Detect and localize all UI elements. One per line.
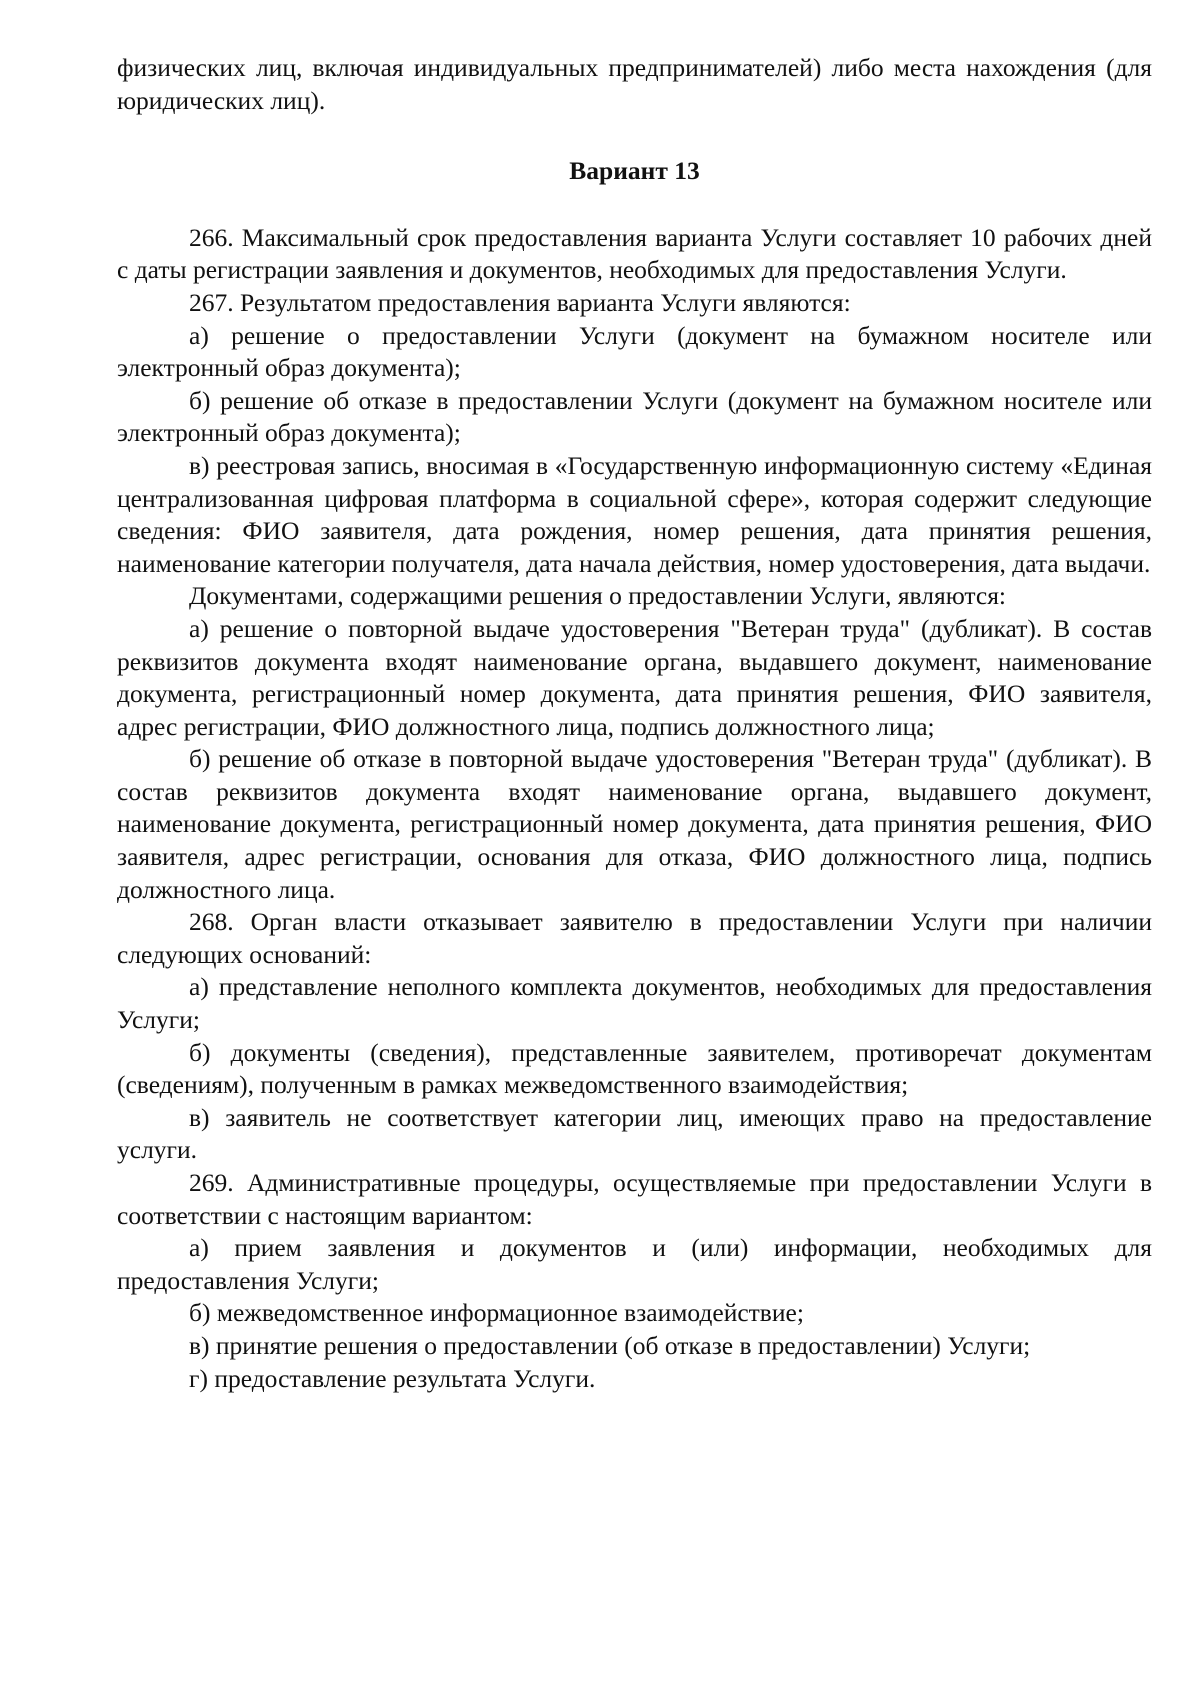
intro-paragraph: физических лиц, включая индивидуальных предпринимателей) либо места нахождения (для юридических лиц). <box>117 53 1152 115</box>
section-heading: Вариант 13 <box>569 156 700 186</box>
paragraph-documents-b: б) решение об отказе в повторной выдаче удостоверения "Ветеран труда" (дубликат). В состав реквизитов документа входят наименование органа, выдавшего документ, наименование документа, регистрационный номер документа, дата принятия решения, ФИО заявителя, адрес регистрации, основания для отказа, ФИО должностного лица, подпись должностного лица. <box>117 744 1152 904</box>
paragraph-268-b: б) документы (сведения), представленные заявителем, противоречат документам (сведениям), полученным в рамках межведомственного взаимодействия; <box>117 1037 1152 1100</box>
paragraph-269: 269. Административные процедуры, осуществляемые при предоставлении Услуги в соответствии с настоящим вариантом: <box>117 1168 1152 1230</box>
paragraph-269-g: г) предоставление результата Услуги. <box>189 1363 596 1393</box>
paragraph-269-v: в) принятие решения о предоставлении (об отказе в предоставлении) Услуги; <box>189 1330 1031 1360</box>
paragraph-267-b: б) решение об отказе в предоставлении Услуги (документ на бумажном носителе или электронный образ документа); <box>117 385 1152 448</box>
paragraph-267: 267. Результатом предоставления варианта Услуги являются: <box>189 287 851 317</box>
paragraph-267-v: в) реестровая запись, вносимая в «Государственную информационную систему «Единая централизованная цифровая платформа в социальной сфере», которая содержит следующие сведения: ФИО заявителя, дата рождения, номер решения, дата принятия решения, наименование категории получателя, дата начала действия, номер удостоверения, дата выдачи. <box>117 450 1152 578</box>
paragraph-269-b: б) межведомственное информационное взаимодействие; <box>189 1298 804 1328</box>
paragraph-266: 266. Максимальный срок предоставления варианта Услуги составляет 10 рабочих дней с даты регистрации заявления и документов, необходимых для предоставления Услуги. <box>117 222 1152 285</box>
paragraph-267-a: а) решение о предоставлении Услуги (документ на бумажном носителе или электронный образ документа); <box>117 320 1152 383</box>
paragraph-documents-a: а) решение о повторной выдаче удостоверения "Ветеран труда" (дубликат). В состав реквизитов документа входят наименование органа, выдавшего документ, наименование документа, регистрационный номер документа, дата принятия решения, ФИО заявителя, адрес регистрации, ФИО должностного лица, подпись должностного лица; <box>117 613 1152 741</box>
paragraph-268-v: в) заявитель не соответствует категории лиц, имеющих право на предоставление услуги. <box>117 1102 1152 1165</box>
document-page <box>117 52 1152 1395</box>
paragraph-269-a: а) прием заявления и документов и (или) информации, необходимых для предоставления Услуги; <box>117 1233 1152 1295</box>
paragraph-268: 268. Орган власти отказывает заявителю в предоставлении Услуги при наличии следующих оснований: <box>117 907 1152 969</box>
paragraph-268-a: а) представление неполного комплекта документов, необходимых для предоставления Услуги; <box>117 972 1152 1035</box>
paragraph-documents-intro: Документами, содержащими решения о предоставлении Услуги, являются: <box>189 581 1007 611</box>
